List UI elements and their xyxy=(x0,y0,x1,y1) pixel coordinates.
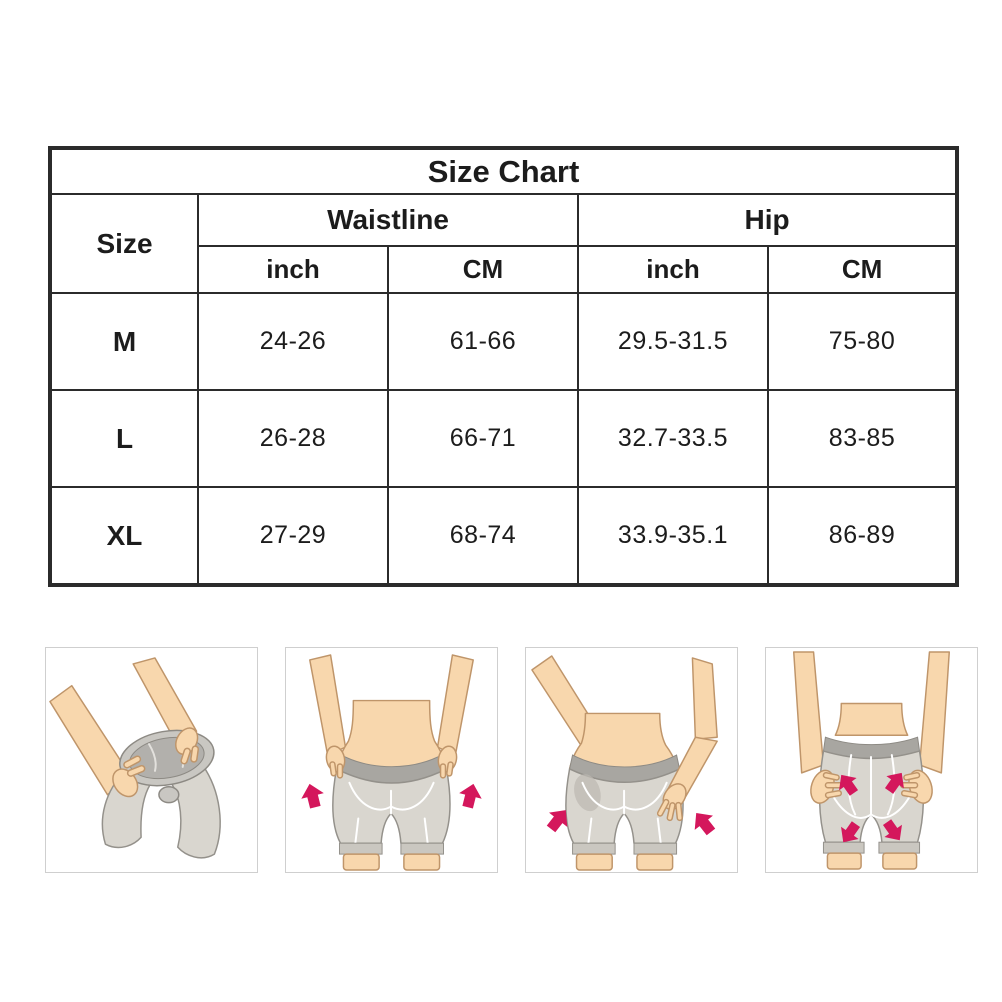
table-row xyxy=(50,390,957,487)
step-3-smooth-hips xyxy=(525,647,738,873)
l-hip-cm: 83-85 xyxy=(768,390,957,487)
size-m: M xyxy=(50,293,198,390)
left-leg xyxy=(343,854,379,870)
pull-up-left-arrow-icon xyxy=(298,781,326,810)
left-arm xyxy=(794,652,824,773)
right-arm xyxy=(438,655,474,755)
header-hip-inch: inch xyxy=(578,246,768,293)
header-waistline: Waistline xyxy=(198,194,578,246)
m-waist-cm: 61-66 xyxy=(388,293,578,390)
header-hip-cm: CM xyxy=(768,246,957,293)
pull-shorts-up-illustration xyxy=(286,648,497,872)
header-waistline-cm: CM xyxy=(388,246,578,293)
step-1-hold-shorts-open xyxy=(45,647,258,873)
xl-hip-inch: 33.9-35.1 xyxy=(578,487,768,585)
right-cuff xyxy=(401,843,444,854)
adjust-hip-pads-illustration xyxy=(766,648,977,872)
smooth-right-arrow-icon xyxy=(687,806,720,839)
size-chart-table xyxy=(48,146,959,587)
table-row xyxy=(50,293,957,390)
step-2-pull-shorts-up xyxy=(285,647,498,873)
right-leg xyxy=(404,854,440,870)
right-arm xyxy=(920,652,950,773)
right-cuff xyxy=(634,843,677,854)
l-waist-inch: 26-28 xyxy=(198,390,388,487)
l-waist-cm: 66-71 xyxy=(388,390,578,487)
m-hip-inch: 29.5-31.5 xyxy=(578,293,768,390)
m-waist-inch: 24-26 xyxy=(198,293,388,390)
left-cuff xyxy=(573,843,616,854)
table-row xyxy=(50,487,957,585)
xl-waist-cm: 68-74 xyxy=(388,487,578,585)
left-cuff xyxy=(823,842,864,853)
instruction-panels xyxy=(45,647,978,873)
right-leg xyxy=(637,854,673,870)
header-size: Size xyxy=(50,194,198,293)
xl-hip-cm: 86-89 xyxy=(768,487,957,585)
right-cuff xyxy=(879,842,920,853)
l-hip-inch: 32.7-33.5 xyxy=(578,390,768,487)
size-l: L xyxy=(50,390,198,487)
torso xyxy=(835,704,907,736)
right-upper-arm xyxy=(692,658,717,739)
table-title: Size Chart xyxy=(50,148,957,194)
xl-waist-inch: 27-29 xyxy=(198,487,388,585)
header-waistline-inch: inch xyxy=(198,246,388,293)
m-hip-cm: 75-80 xyxy=(768,293,957,390)
smooth-hips-illustration xyxy=(526,648,737,872)
hold-shorts-open-illustration xyxy=(46,648,257,872)
header-hip: Hip xyxy=(578,194,957,246)
pull-up-right-arrow-icon xyxy=(456,781,484,810)
left-cuff xyxy=(339,843,382,854)
step-4-adjust-hip-pads xyxy=(765,647,978,873)
right-leg xyxy=(883,853,917,869)
left-leg xyxy=(577,854,613,870)
gusset xyxy=(159,787,179,803)
torso xyxy=(337,701,447,768)
left-arm xyxy=(310,655,346,755)
size-xl: XL xyxy=(50,487,198,585)
left-leg xyxy=(827,853,861,869)
